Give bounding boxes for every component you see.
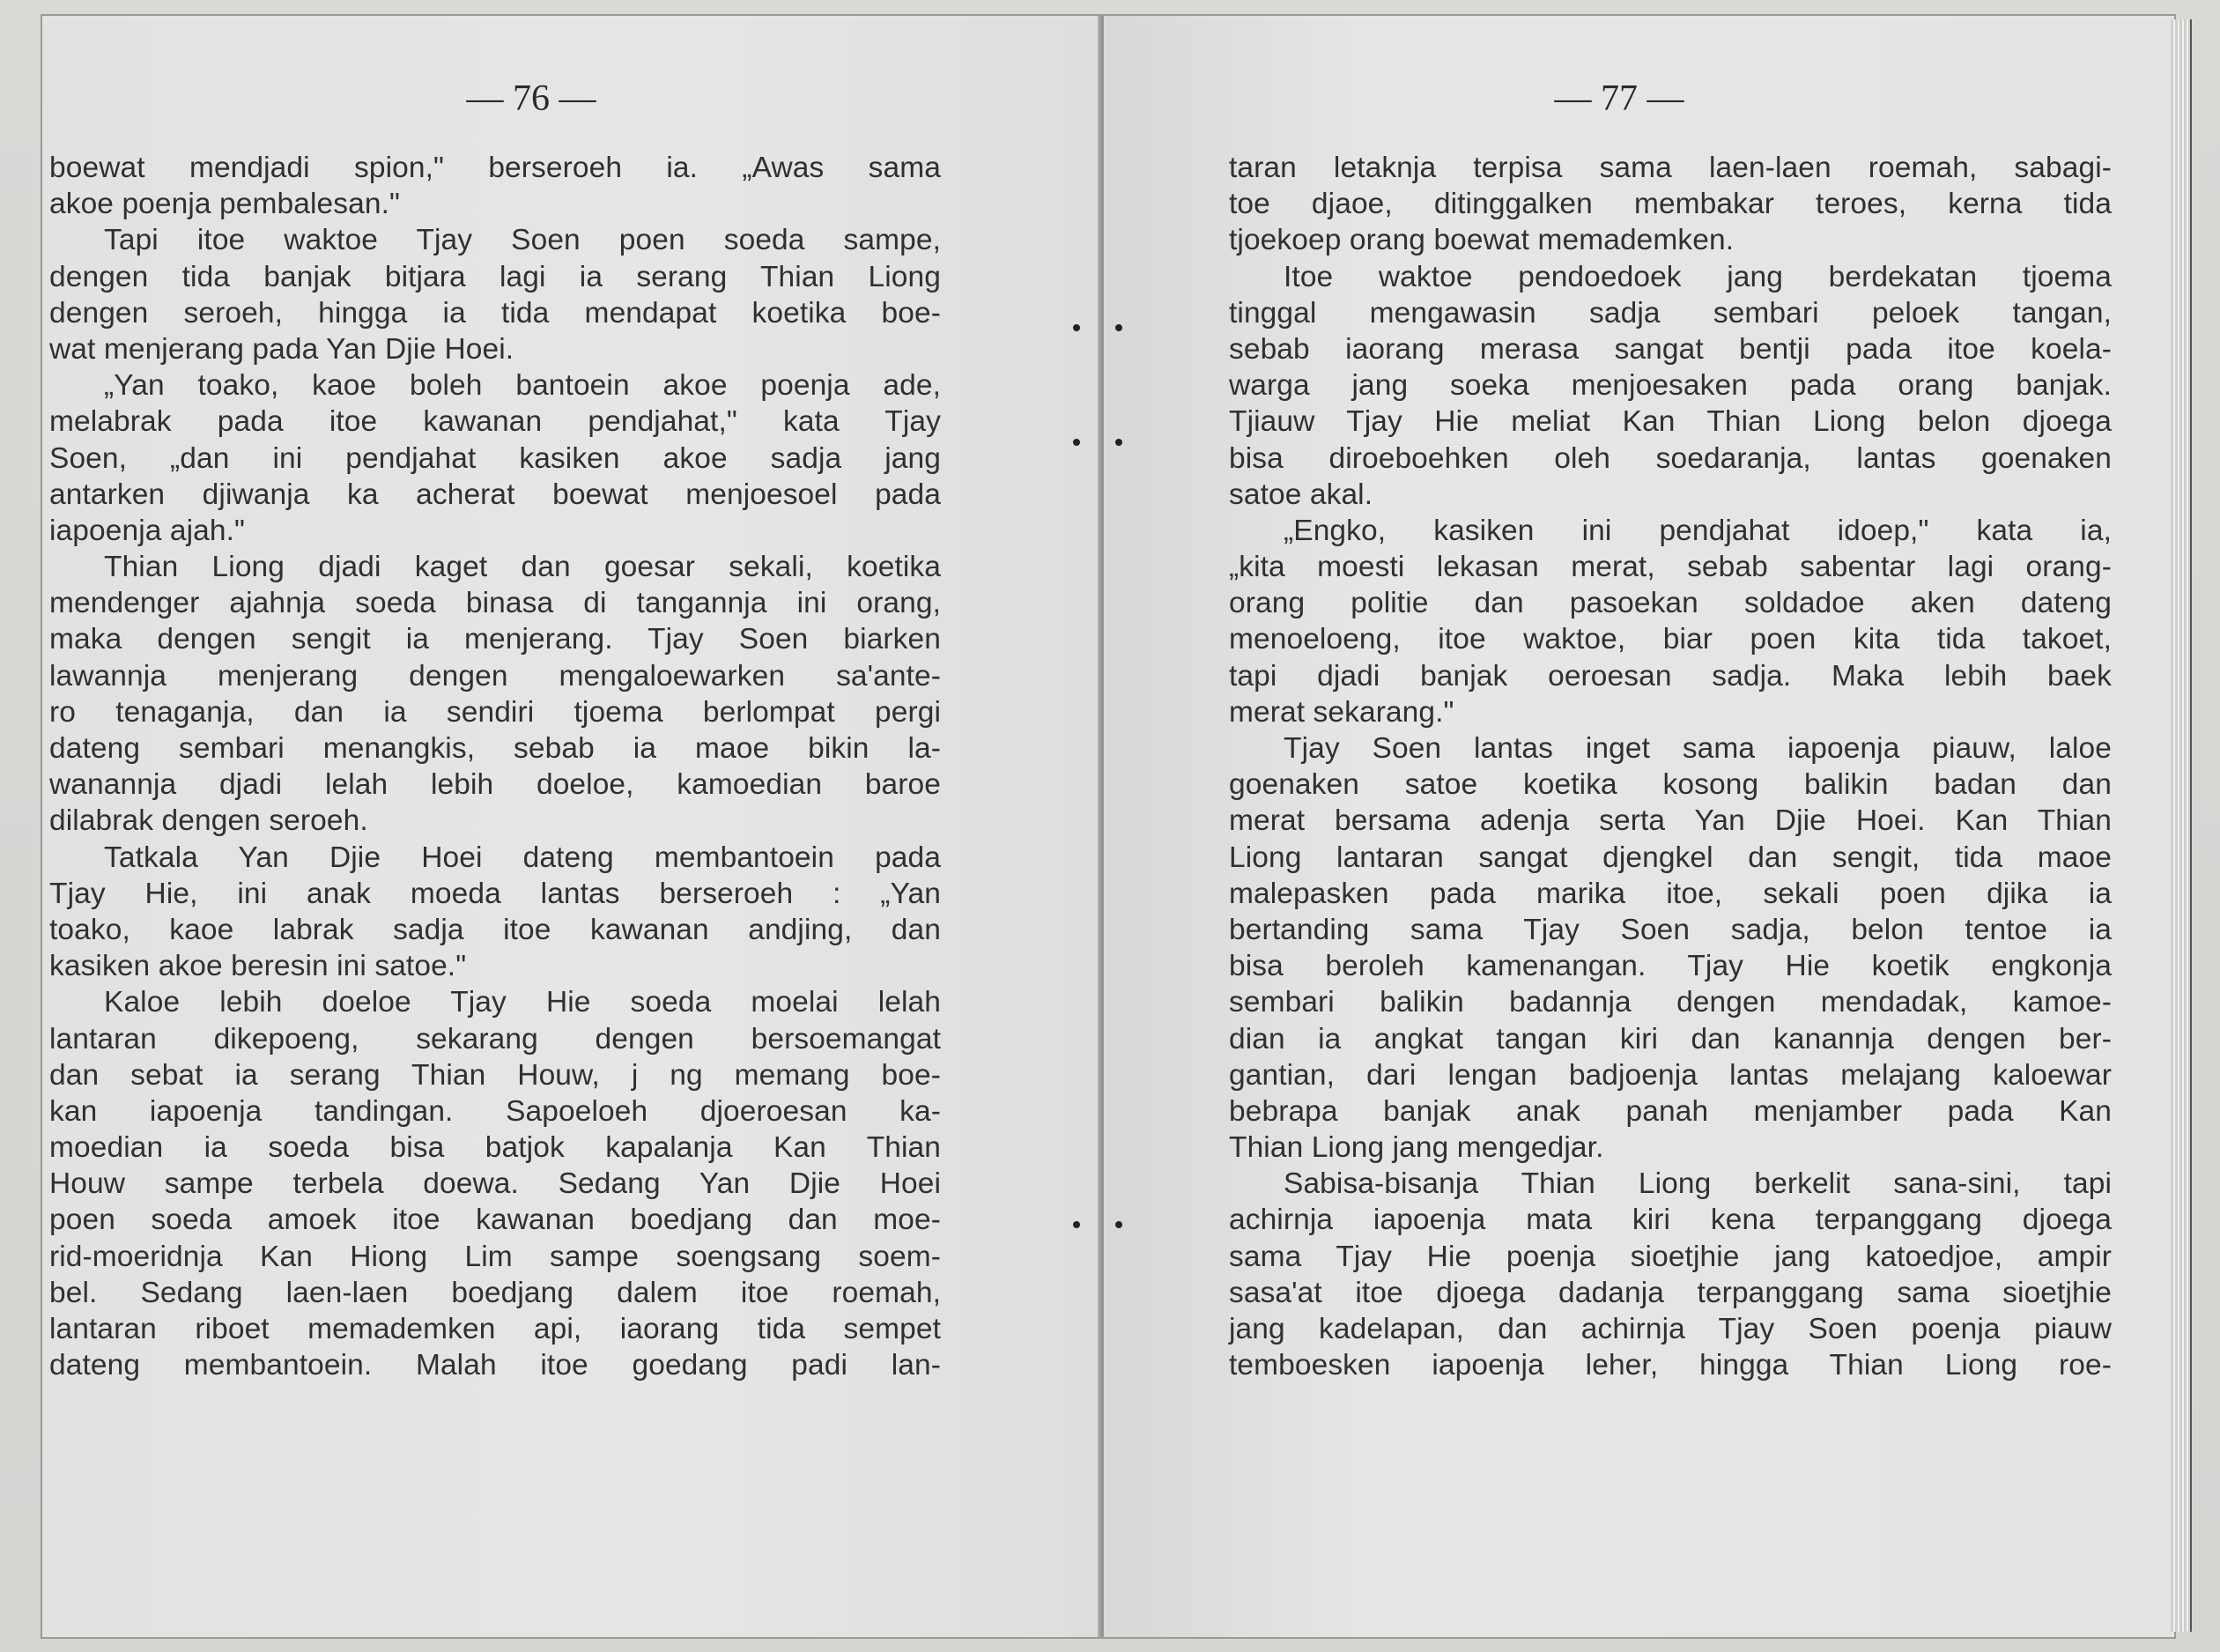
text-line: gantian, dari lengan badjoenja lantas melajang kaloewar [1229, 1058, 2112, 1092]
text-line: akoe poenja pembalesan." [49, 188, 400, 221]
binding-hole-mark [1073, 1221, 1080, 1228]
text-line: malepasken pada marika itoe, sekali poen djika ia [1229, 877, 2112, 910]
text-line: moedian ia soeda bisa batjok kapalanja Kan Thian [49, 1131, 941, 1165]
text-line: bisa beroleh kamenangan. Tjay Hie koetik engkonja [1229, 950, 2112, 983]
text-line: temboesken iapoenja leher, hingga Thian Liong roe- [1229, 1349, 2112, 1382]
text-line: taran letaknja terpisa sama laen-laen roemah, sabagi- [1229, 152, 2112, 184]
text-line: toako, kaoe labrak sadja itoe kawanan andjing, dan [49, 913, 941, 946]
text-line: Thian Liong jang mengedjar. [1229, 1131, 1604, 1165]
text-line: Tjay Hie, ini anak moeda lantas berseroeh : „Yan [49, 877, 941, 910]
text-line: bertanding sama Tjay Soen sadja, belon tentoe ia [1229, 913, 2112, 946]
text-line: merat sekarang." [1229, 695, 1454, 729]
text-line: Sabisa-bisanja Thian Liong berkelit sana-sini, tapi [1284, 1167, 2112, 1201]
text-line: sebab iaorang merasa sangat bentji pada itoe koela- [1229, 332, 2112, 366]
text-line: tinggal mengawasin sadja sembari peloek tangan, [1229, 296, 2112, 330]
text-line: „Engko, kasiken ini pendjahat idoep," kata ia, [1284, 514, 2112, 547]
text-line: bebrapa banjak anak panah menjamber pada Kan [1229, 1094, 2112, 1128]
text-line: goenaken satoe koetika kosong balikin badan dan [1229, 768, 2112, 802]
text-line: Itoe waktoe pendoedoek jang berdekatan tjoema [1284, 260, 2112, 293]
text-line: ro tenaganja, dan ia sendiri tjoema berlompat pergi [49, 695, 941, 729]
text-line: Soen, „dan ini pendjahat kasiken akoe sadja jang [49, 441, 941, 475]
text-line: orang politie dan pasoekan soldadoe aken dateng [1229, 587, 2112, 620]
text-line: sama Tjay Hie poenja sioetjhie jang katoedjoe, ampir [1229, 1240, 2112, 1273]
right-page-text [1229, 150, 2112, 1383]
text-line: tapi djadi banjak oeroesan sadja. Maka lebih baek [1229, 659, 2112, 693]
left-page-text [49, 150, 941, 1383]
text-line: Liong lantaran sangat djengkel dan sengit, tida maoe [1229, 841, 2112, 874]
text-line: dateng membantoein. Malah itoe goedang padi lan- [49, 1349, 941, 1382]
text-line: „Yan toako, kaoe boleh bantoein akoe poenja ade, [104, 369, 941, 403]
text-line: iapoenja ajah." [49, 514, 246, 547]
text-line: kasiken akoe beresin ini satoe." [49, 950, 467, 983]
text-line: bel. Sedang laen-laen boedjang dalem itoe roemah, [49, 1276, 941, 1309]
binding-hole-mark [1115, 1221, 1122, 1228]
text-line: Thian Liong djadi kaget dan goesar sekali, koetika [104, 551, 941, 584]
open-book [42, 16, 2174, 1637]
text-line: lantaran dikepoeng, sekarang dengen bersoemangat [49, 1022, 941, 1056]
text-line: maka dengen sengit ia menjerang. Tjay Soen biarken [49, 623, 941, 656]
text-line: Houw sampe terbela doewa. Sedang Yan Djie Hoei [49, 1167, 941, 1201]
text-line: dateng sembari menangkis, sebab ia maoe bikin la- [49, 732, 941, 765]
binding-hole-mark [1115, 324, 1122, 331]
text-line: satoe akal. [1229, 478, 1373, 511]
text-line: toe djaoe, ditinggalken membakar teroes, kerna tida [1229, 188, 2112, 221]
text-line: antarken djiwanja ka acherat boewat menjoesoel pada [49, 478, 941, 511]
binding-hole-mark [1073, 324, 1080, 331]
page-number-left: — 76 — [466, 78, 596, 119]
text-line: wanannja djadi lelah lebih doeloe, kamoedian baroe [49, 768, 941, 802]
text-line: lantaran riboet memademken api, iaorang tida sempet [49, 1313, 941, 1345]
binding-hole-mark [1073, 439, 1080, 446]
page-number-right: — 77 — [1554, 78, 1684, 119]
right-page [1104, 16, 2174, 1637]
text-line: boewat mendjadi spion," berseroeh ia. „Awas sama [49, 152, 941, 184]
text-line: Tatkala Yan Djie Hoei dateng membantoein pada [104, 841, 941, 874]
text-line: jang kadelapan, dan achirnja Tjay Soen poenja piauw [1229, 1313, 2112, 1345]
text-line: Tjiauw Tjay Hie meliat Kan Thian Liong belon djoega [1229, 405, 2112, 439]
text-line: Tapi itoe waktoe Tjay Soen poen soeda sampe, [104, 224, 941, 257]
text-line: sembari balikin badannja dengen mendadak, kamoe- [1229, 986, 2112, 1019]
text-line: poen soeda amoek itoe kawanan boedjang dan moe- [49, 1204, 941, 1237]
text-line: wat menjerang pada Yan Djie Hoei. [49, 332, 514, 366]
text-line: mendenger ajahnja soeda binasa di tangannja ini orang, [49, 587, 941, 620]
text-line: tjoekoep orang boewat memademken. [1229, 224, 1735, 257]
text-line: bisa diroeboehken oleh soedaranja, lantas goenaken [1229, 441, 2112, 475]
text-line: merat bersama adenja serta Yan Djie Hoei. Kan Thian [1229, 804, 2112, 838]
text-line: dengen seroeh, hingga ia tida mendapat koetika boe- [49, 296, 941, 330]
text-line: rid-moeridnja Kan Hiong Lim sampe soengsang soem- [49, 1240, 941, 1273]
text-line: kan iapoenja tandingan. Sapoeloeh djoeroesan ka- [49, 1094, 941, 1128]
text-line: dengen tida banjak bitjara lagi ia serang Thian Liong [49, 260, 941, 293]
text-line: menoeloeng, itoe waktoe, biar poen kita tida takoet, [1229, 623, 2112, 656]
text-line: warga jang soeka menjoesaken pada orang banjak. [1229, 369, 2112, 403]
text-line: melabrak pada itoe kawanan pendjahat," kata Tjay [49, 405, 941, 439]
binding-hole-mark [1115, 439, 1122, 446]
text-line: lawannja menjerang dengen mengaloewarken sa'ante- [49, 659, 941, 693]
text-line: sasa'at itoe djoega dadanja terpanggang sama sioetjhie [1229, 1276, 2112, 1309]
text-line: dan sebat ia serang Thian Houw, j ng memang boe- [49, 1058, 941, 1092]
text-line: achirnja iapoenja mata kiri kena terpanggang djoega [1229, 1204, 2112, 1237]
text-line: Kaloe lebih doeloe Tjay Hie soeda moelai lelah [104, 986, 941, 1019]
page-edges [2171, 19, 2192, 1632]
text-line: dilabrak dengen seroeh. [49, 804, 368, 838]
text-line: dian ia angkat tangan kiri dan kanannja dengen ber- [1229, 1022, 2112, 1056]
text-line: „kita moesti lekasan merat, sebab sabentar lagi orang- [1229, 551, 2112, 584]
left-page [42, 16, 1099, 1637]
text-line: Tjay Soen lantas inget sama iapoenja piauw, laloe [1284, 732, 2112, 765]
